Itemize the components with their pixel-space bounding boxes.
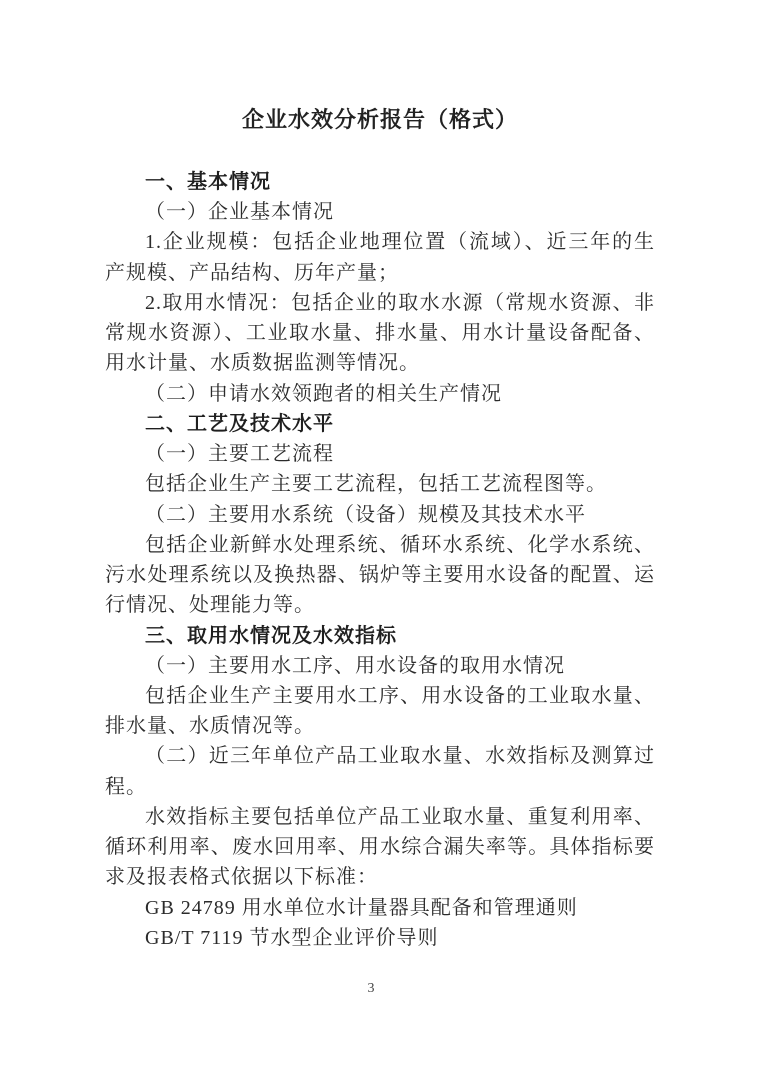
paragraph: 水效指标主要包括单位产品工业取水量、重复利用率、循环利用率、废水回用率、用水综合漏失率等。具体指标要求及报表格式依据以下标准：	[105, 805, 655, 889]
page-number: 3	[367, 981, 375, 996]
standard-reference: GB/T 7119 节水型企业评价导则	[145, 926, 439, 949]
paragraph: 1.企业规模：包括企业地理位置（流域）、近三年的生产规模、产品结构、历年产量；	[105, 231, 655, 284]
document-title: 企业水效分析报告（格式）	[241, 107, 518, 132]
section-heading: 一、基本情况	[145, 171, 271, 193]
sub-heading: （一）企业基本情况	[145, 201, 334, 224]
section-heading: 二、工艺及技术水平	[145, 412, 334, 435]
sub-heading: （二）主要用水系统（设备）规模及其技术水平	[145, 503, 586, 526]
sub-heading: （一）主要用水工序、用水设备的取用水情况	[145, 654, 565, 677]
document-body	[105, 167, 655, 953]
section-heading: 三、取用水情况及水效指标	[145, 624, 397, 647]
sub-heading: （二）申请水效领跑者的相关生产情况	[145, 382, 502, 405]
sub-heading: （二）近三年单位产品工业取水量、水效指标及测算过程。	[105, 745, 655, 798]
standard-reference: GB 24789 用水单位水计量器具配备和管理通则	[145, 896, 578, 919]
paragraph: 包括企业生产主要工艺流程，包括工艺流程图等。	[145, 473, 607, 496]
paragraph: 包括企业新鲜水处理系统、循环水系统、化学水系统、污水处理系统以及换热器、锅炉等主要用水设备的配置、运行情况、处理能力等。	[105, 533, 655, 617]
paragraph: 包括企业生产主要用水工序、用水设备的工业取水量、排水量、水质情况等。	[105, 684, 655, 738]
paragraph: 2.取用水情况：包括企业的取水水源（常规水资源、非常规水资源）、工业取水量、排水量、用水计量设备配备、用水计量、水质数据监测等情况。	[105, 291, 655, 375]
sub-heading: （一）主要工艺流程	[145, 443, 334, 466]
